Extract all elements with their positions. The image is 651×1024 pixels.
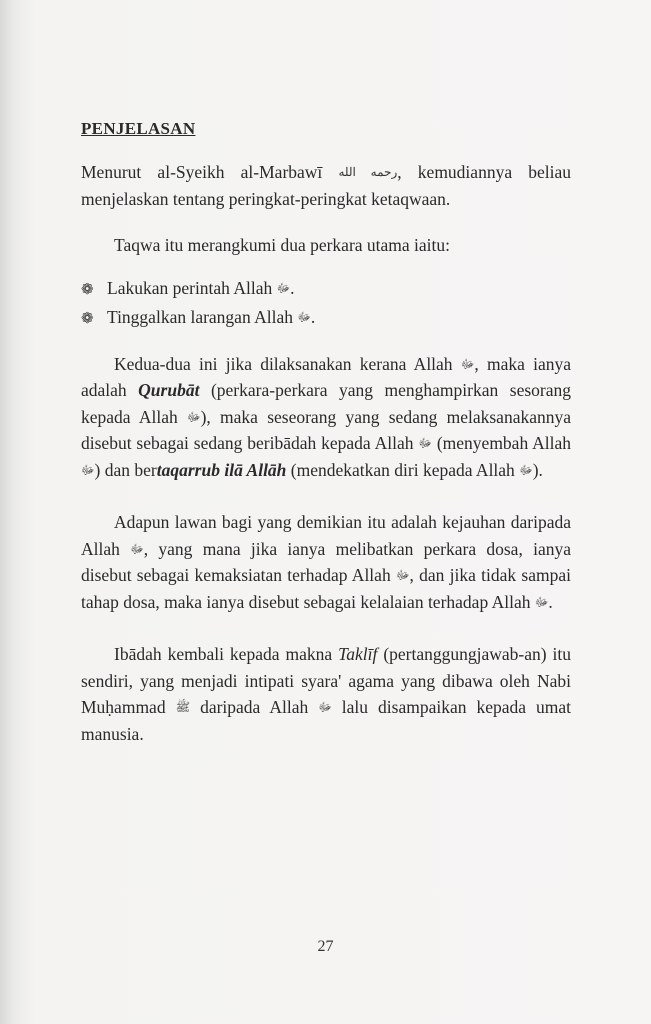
honorific-icon: ﷻ bbox=[534, 594, 549, 609]
section-heading: PENJELASAN bbox=[81, 119, 196, 138]
term-taqarrub: taqarrub ilā Allāh bbox=[156, 459, 287, 480]
honorific-icon: ﷻ bbox=[460, 356, 475, 371]
bullet-list bbox=[81, 275, 571, 333]
paragraph-4 bbox=[81, 641, 571, 747]
text: ) dan ber bbox=[94, 459, 157, 480]
list-item bbox=[81, 304, 571, 333]
text: (perkara-perkara yang menghampirkan sesorang kepada Allah bbox=[81, 380, 571, 427]
honorific-icon: ﷻ bbox=[318, 700, 332, 714]
text: daripada Allah bbox=[200, 697, 309, 717]
honorific-icon: ﷻ bbox=[418, 436, 432, 450]
page-content bbox=[81, 119, 571, 747]
text: . bbox=[548, 591, 553, 612]
term-qurubat: Qurubāt bbox=[138, 380, 200, 400]
bullet-end: . bbox=[310, 306, 316, 327]
bullet-text: Tinggalkan larangan Allah bbox=[107, 306, 293, 327]
text: (menyembah Allah bbox=[436, 433, 571, 453]
paragraph-1 bbox=[81, 159, 571, 212]
honorific-icon: ﷻ bbox=[519, 462, 533, 477]
term-taklif: Taklīf bbox=[338, 644, 378, 664]
honorific-icon: ﷻ bbox=[130, 541, 144, 556]
text: , maka ianya adalah bbox=[81, 353, 572, 400]
text: ), maka seseorang yang sedang melaksanakannya disebut sebagai sedang beribādah kepada Allah bbox=[81, 406, 572, 453]
text: , yang mana jika ianya melibatkan perkara dosa, ianya disebut sebagai kemaksiatan terhadap Allah bbox=[81, 538, 572, 585]
para1-text-a: Menurut al-Syeikh al-Marbawī bbox=[81, 162, 323, 182]
honorific-icon: ﷻ bbox=[187, 409, 201, 424]
text: lalu disampaikan kepada umat manusia. bbox=[81, 697, 572, 744]
paragraph-2 bbox=[81, 351, 571, 484]
para1-text-b: , kemudiannya beliau menjelaskan tentang peringkat-peringkat ketaqwaan. bbox=[81, 162, 572, 209]
page-number: 27 bbox=[317, 938, 334, 955]
text: , dan jika tidak sampai tahap dosa, maka ianya disebut sebagai kelalaian terhadap Allah bbox=[81, 565, 572, 612]
list-item bbox=[81, 275, 571, 304]
text: Adapun lawan bagi yang demikian itu adalah kejauhan daripada Allah bbox=[81, 512, 571, 559]
honorific-rahimahullah: رحمه الله bbox=[338, 165, 398, 179]
paragraph-3 bbox=[81, 509, 571, 615]
honorific-icon: ﷻ bbox=[81, 462, 95, 477]
flower-ornament-icon: ❁ bbox=[81, 281, 94, 298]
bullet-text: Lakukan perintah Allah bbox=[107, 277, 273, 298]
honorific-icon: ﷻ bbox=[276, 280, 291, 295]
honorific-icon: ﷻ bbox=[297, 309, 311, 324]
text: Ibādah kembali kepada makna bbox=[114, 644, 333, 664]
text: Kedua-dua ini jika dilaksanakan kerana Allah bbox=[114, 353, 453, 374]
bullet-end: . bbox=[290, 277, 295, 298]
honorific-icon: ﷻ bbox=[395, 568, 410, 582]
text: ). bbox=[532, 459, 543, 480]
intro-line: Taqwa itu merangkumi dua perkara utama iaitu: bbox=[114, 235, 451, 255]
flower-ornament-icon: ❁ bbox=[81, 310, 94, 327]
honorific-saw-icon: ﷺ bbox=[175, 700, 191, 714]
text: (pertanggungjawab-an) itu sendiri, yang menjadi intipati syara' agama yang dibawa oleh Nabi Muḥammad bbox=[81, 644, 572, 717]
text: (mendekatkan diri kepada Allah bbox=[290, 459, 515, 480]
